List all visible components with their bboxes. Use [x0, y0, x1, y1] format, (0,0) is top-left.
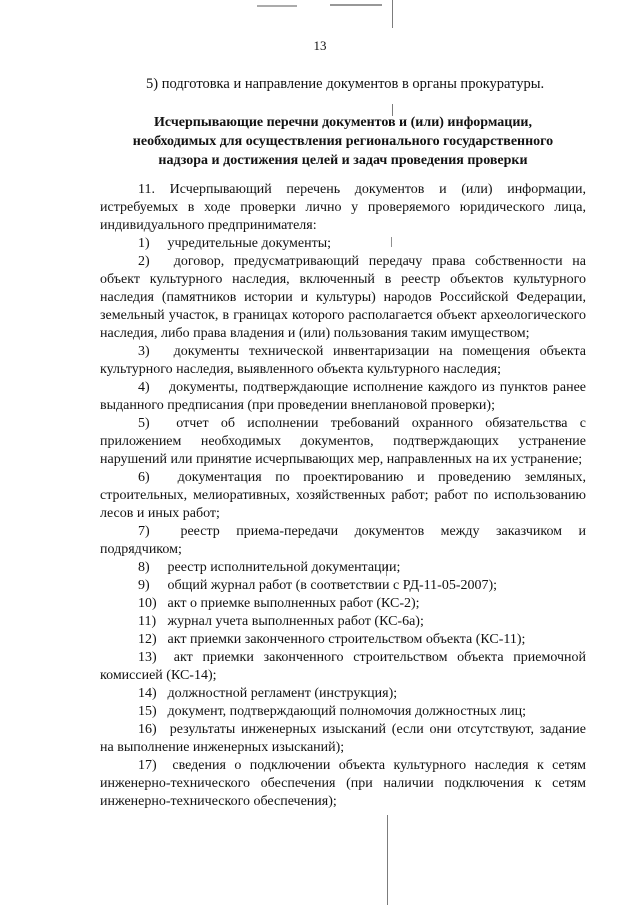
section-lead-paragraph: 11. Исчерпывающий перечень документов и (или) информации, истребуемых в ходе проверки лично у проверяемого юридического лица, индивидуального предпринимателя: [100, 182, 586, 233]
list-item-text: документ, подтверждающий полномочия должностных лиц; [167, 704, 526, 719]
scan-artifact-top-left [257, 5, 297, 7]
list-item-text: акт приемки законченного строительством объекта приемочной комиссией (КС-14); [100, 650, 587, 683]
list-item-number: 7) [138, 524, 150, 539]
list-item [100, 721, 586, 757]
list-item-number: 9) [138, 578, 150, 593]
list-item [100, 613, 586, 631]
list-item-text: акт о приемке выполненных работ (КС-2); [167, 596, 420, 611]
document-body [100, 181, 586, 811]
list-item [100, 559, 586, 577]
list-item-text: документы, подтверждающие исполнение каждого из пунктов ранее выданного предписания (при проведении внеплановой проверки); [100, 380, 587, 413]
list-item [100, 469, 586, 523]
list-item [100, 649, 586, 685]
list-item-text: документы технической инвентаризации на помещения объекта культурного наследия, выявленного объекта культурного наследия; [100, 344, 586, 377]
section-heading [100, 113, 586, 170]
list-item-number: 11) [138, 614, 157, 629]
list-item [100, 235, 586, 253]
list-item-text: документация по проектированию и проведению земляных, строительных, мелиоративных, хозяйственных работ; работ по использованию лесов и иных работ; [100, 470, 587, 521]
list-item-number: 15) [138, 704, 157, 719]
list-item [100, 703, 586, 721]
list-item [100, 577, 586, 595]
list-item-text: отчет об исполнении требований охранного обязательства с приложением необходимых документов, подтверждающих устранение нарушений или принятие исчерпывающих мер, направленных на их устранение; [100, 416, 586, 467]
list-item-number: 16) [138, 722, 157, 737]
list-item-number: 17) [138, 758, 157, 773]
list-item-number: 3) [138, 344, 150, 359]
list-item-number: 12) [138, 632, 157, 647]
heading-line: Исчерпывающие перечни документов и (или) информации, [154, 115, 532, 130]
list-item [100, 415, 586, 469]
intro-list-item: 5) подготовка и направление документов в органы прокуратуры. [146, 76, 545, 92]
list-item-text: учредительные документы; [167, 236, 332, 251]
list-item-number: 10) [138, 596, 157, 611]
list-item [100, 685, 586, 703]
scan-line-top [392, 0, 393, 28]
list-item [100, 595, 586, 613]
list-item [100, 523, 586, 559]
list-item-text: результаты инженерных изысканий (если они отсутствуют, задание на выполнение инженерных изысканий); [100, 722, 586, 755]
list-item [100, 757, 586, 811]
list-item-number: 2) [138, 254, 150, 269]
list-item-text: журнал учета выполненных работ (КС-6а); [167, 614, 424, 629]
list-item-text: договор, предусматривающий передачу права собственности на объект культурного наследия, включенный в реестр объектов культурного наследия (памятников истории и культуры) народов Российской Федерации, земельный участок, в границах которого располагается объект археологического наследия, либо права владения и (или) пользования таким имуществом; [100, 254, 587, 341]
list-item-text: реестр приема-передачи документов между заказчиком и подрядчиком; [100, 524, 586, 557]
list-item-number: 1) [138, 236, 150, 251]
list-item-number: 8) [138, 560, 150, 575]
list-item-text: должностной регламент (инструкция); [167, 686, 398, 701]
list-item-text: сведения о подключении объекта культурного наследия к сетям инженерно-технического обеспечения (при наличии подключения к сетям инженерно-технического обеспечения); [100, 758, 587, 809]
scan-artifact-top-right [330, 4, 382, 6]
list-item [100, 631, 586, 649]
scan-line-bottom [387, 815, 388, 905]
heading-line: надзора и достижения целей и задач проведения проверки [158, 153, 528, 168]
list-item-number: 13) [138, 650, 157, 665]
list-item [100, 343, 586, 379]
list-item-number: 5) [138, 416, 150, 431]
list-item-text: реестр исполнительной документации; [167, 560, 401, 575]
list-item-number: 4) [138, 380, 150, 395]
page-number: 13 [313, 38, 327, 53]
list-item [100, 253, 586, 343]
list-item-number: 6) [138, 470, 150, 485]
list-item-text: общий журнал работ (в соответствии с РД-11-05-2007); [167, 578, 498, 593]
heading-line: необходимых для осуществления регионального государственного [132, 134, 554, 149]
list-item-text: акт приемки законченного строительством объекта (КС-11); [167, 632, 526, 647]
list-item-number: 14) [138, 686, 157, 701]
list-item [100, 379, 586, 415]
